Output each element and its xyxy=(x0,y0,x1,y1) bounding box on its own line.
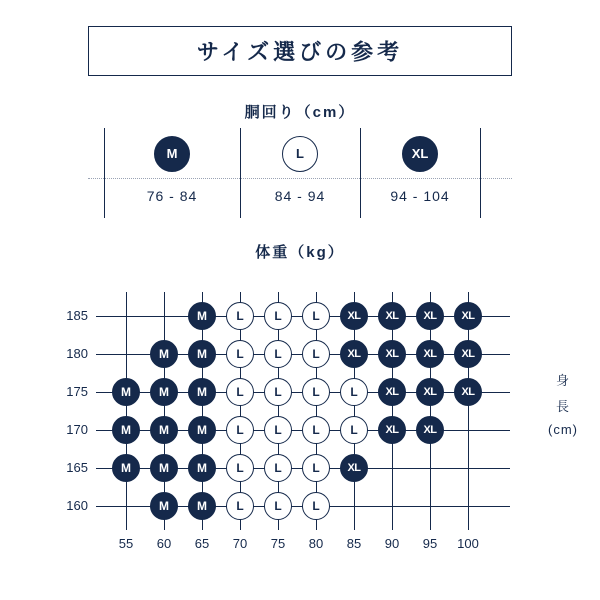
size-cell-170-80: L xyxy=(302,416,330,444)
waist-range-m: 76 - 84 xyxy=(146,188,198,204)
size-cell-165-60: M xyxy=(150,454,178,482)
size-cell-170-95: XL xyxy=(416,416,444,444)
page-title: サイズ選びの参考 xyxy=(196,39,404,65)
size-cell-160-65: M xyxy=(188,492,216,520)
size-cell-185-85: XL xyxy=(340,302,368,330)
waist-table xyxy=(88,128,512,218)
size-cell-185-70: L xyxy=(226,302,254,330)
size-cell-170-75: L xyxy=(264,416,292,444)
size-cell-170-60: M xyxy=(150,416,178,444)
waist-divider-line xyxy=(104,128,105,218)
size-cell-180-85: XL xyxy=(340,340,368,368)
size-cell-175-85: L xyxy=(340,378,368,406)
size-cell-185-100: XL xyxy=(454,302,482,330)
size-cell-175-65: M xyxy=(188,378,216,406)
title-box xyxy=(88,26,512,76)
size-cell-175-80: L xyxy=(302,378,330,406)
size-matrix-chart xyxy=(0,270,600,580)
chart-y-axis-label-line: (cm) xyxy=(548,422,578,437)
size-cell-160-60: M xyxy=(150,492,178,520)
size-cell-175-70: L xyxy=(226,378,254,406)
size-cell-170-70: L xyxy=(226,416,254,444)
waist-range-xl: 94 - 104 xyxy=(390,188,450,204)
chart-x-tick-100: 100 xyxy=(457,536,479,551)
waist-divider-line xyxy=(480,128,481,218)
size-cell-165-70: L xyxy=(226,454,254,482)
chart-y-tick-170: 170 xyxy=(66,422,88,437)
waist-section-heading: 胴回り（cm） xyxy=(244,104,356,121)
chart-gridline-vertical xyxy=(126,292,127,530)
size-cell-165-80: L xyxy=(302,454,330,482)
size-cell-175-95: XL xyxy=(416,378,444,406)
size-cell-175-55: M xyxy=(112,378,140,406)
chart-y-tick-175: 175 xyxy=(66,384,88,399)
size-cell-175-60: M xyxy=(150,378,178,406)
size-cell-185-95: XL xyxy=(416,302,444,330)
chart-y-axis-label-line: 身 xyxy=(555,373,570,388)
size-cell-170-85: L xyxy=(340,416,368,444)
size-cell-175-100: XL xyxy=(454,378,482,406)
size-cell-185-80: L xyxy=(302,302,330,330)
size-cell-185-75: L xyxy=(264,302,292,330)
size-cell-165-55: M xyxy=(112,454,140,482)
size-cell-180-100: XL xyxy=(454,340,482,368)
chart-x-tick-95: 95 xyxy=(422,536,438,551)
waist-size-badge-xl: XL xyxy=(402,136,438,172)
chart-heading: 体重（kg） xyxy=(255,244,345,261)
chart-y-tick-180: 180 xyxy=(66,346,88,361)
waist-size-badge-l: L xyxy=(282,136,318,172)
size-cell-180-60: M xyxy=(150,340,178,368)
chart-x-tick-55: 55 xyxy=(118,536,134,551)
size-cell-165-75: L xyxy=(264,454,292,482)
size-cell-185-90: XL xyxy=(378,302,406,330)
size-cell-165-65: M xyxy=(188,454,216,482)
chart-y-tick-165: 165 xyxy=(66,460,88,475)
waist-range-l: 84 - 94 xyxy=(274,188,326,204)
waist-size-badge-m: M xyxy=(154,136,190,172)
waist-dotted-baseline xyxy=(88,178,512,180)
size-cell-180-95: XL xyxy=(416,340,444,368)
size-cell-175-75: L xyxy=(264,378,292,406)
chart-y-tick-185: 185 xyxy=(66,308,88,323)
chart-x-tick-70: 70 xyxy=(232,536,248,551)
size-cell-180-75: L xyxy=(264,340,292,368)
size-cell-180-80: L xyxy=(302,340,330,368)
size-cell-160-70: L xyxy=(226,492,254,520)
size-cell-175-90: XL xyxy=(378,378,406,406)
size-cell-160-75: L xyxy=(264,492,292,520)
size-cell-180-65: M xyxy=(188,340,216,368)
chart-x-tick-90: 90 xyxy=(384,536,400,551)
size-cell-185-65: M xyxy=(188,302,216,330)
chart-x-tick-75: 75 xyxy=(270,536,286,551)
chart-y-tick-160: 160 xyxy=(66,498,88,513)
size-cell-160-80: L xyxy=(302,492,330,520)
size-cell-165-85: XL xyxy=(340,454,368,482)
waist-divider-line xyxy=(360,128,361,218)
chart-x-tick-80: 80 xyxy=(308,536,324,551)
waist-divider-line xyxy=(240,128,241,218)
size-cell-180-70: L xyxy=(226,340,254,368)
chart-x-tick-85: 85 xyxy=(346,536,362,551)
chart-y-axis-label-line: 長 xyxy=(555,399,570,414)
size-cell-170-90: XL xyxy=(378,416,406,444)
size-cell-170-65: M xyxy=(188,416,216,444)
size-cell-180-90: XL xyxy=(378,340,406,368)
size-cell-170-55: M xyxy=(112,416,140,444)
chart-x-tick-60: 60 xyxy=(156,536,172,551)
chart-x-tick-65: 65 xyxy=(194,536,210,551)
